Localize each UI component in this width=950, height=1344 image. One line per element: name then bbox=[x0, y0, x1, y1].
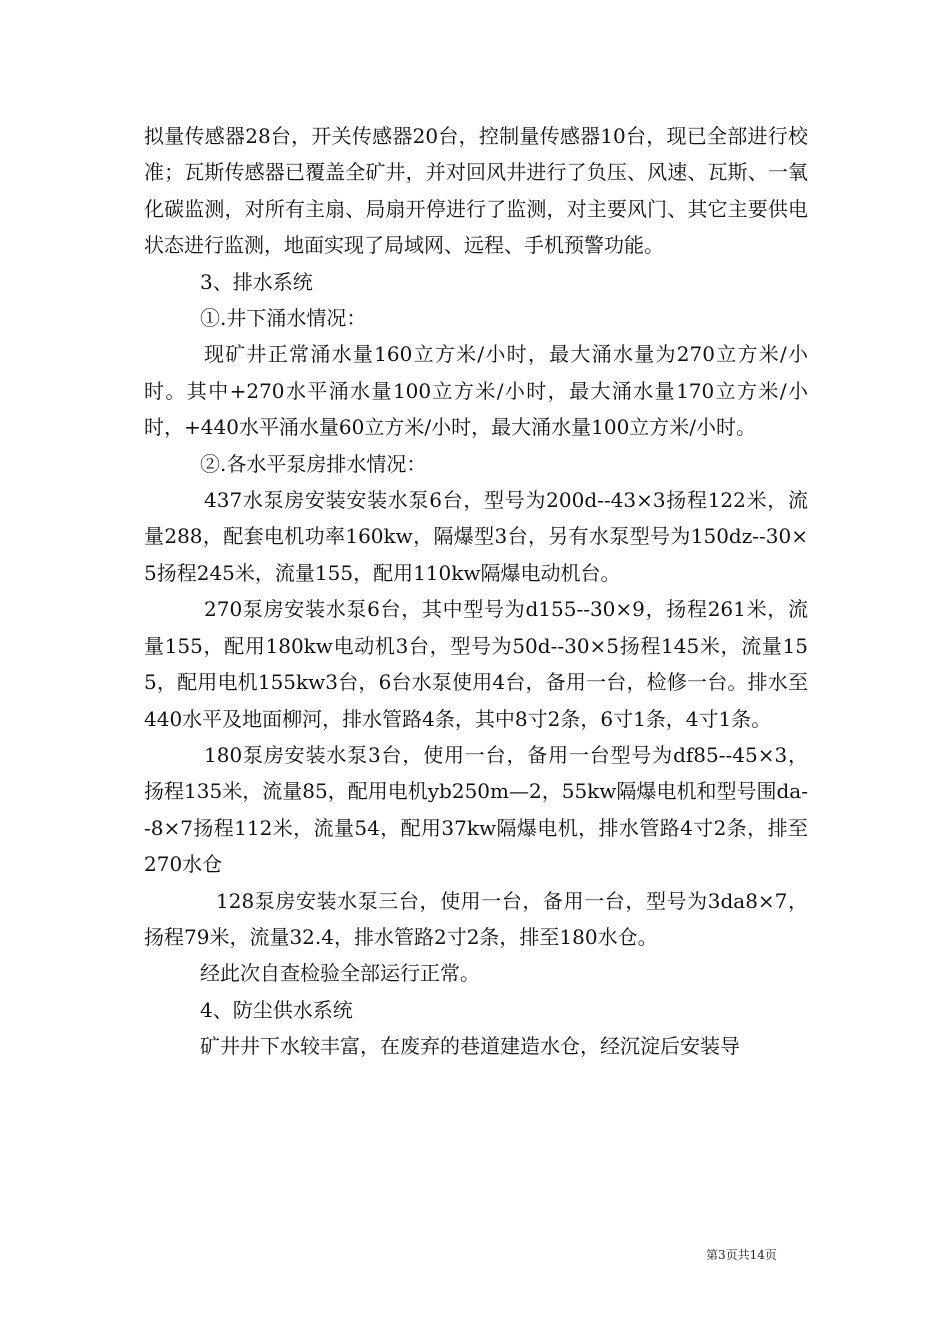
page-number-footer: 第3页共14页 bbox=[706, 1248, 777, 1262]
paragraph-water-inflow: 现矿井正常涌水量160立方米/小时，最大涌水量为270立方米/小时。其中+270水平涌水量100立方米/小时，最大涌水量170立方米/小时，+440水平涌水量60立方米/小时，最大涌水量100立方米/小时。 bbox=[144, 342, 808, 440]
heading-dust-water-supply: 4、防尘供水系统 bbox=[200, 997, 353, 1022]
paragraph-pump-room-180: 180泵房安装水泵3台，使用一台，备用一台型号为df85--45×3，扬程135米，流量85，配用电机yb250m—2，55kw隔爆电机和型号围da--8×7扬程112米，流量54，配用37kw隔爆电机，排水管路4寸2条，排至270水仓 bbox=[144, 742, 808, 877]
paragraph-pump-room-437: 437水泵房安装安装水泵6台，型号为200d--43×3扬程122米，流量288，配套电机功率160kw，隔爆型3台，另有水泵型号为150dz--30×5扬程245米，流量155，配用110kw隔爆电动机台。 bbox=[144, 488, 808, 585]
paragraph-pump-room-128: 128泵房安装水泵三台，使用一台，备用一台，型号为3da8×7，扬程79米，流量32.4，排水管路2寸2条，排至180水仓。 bbox=[144, 888, 808, 949]
subheading-water-inflow: ①.井下涌水情况： bbox=[200, 306, 367, 331]
subheading-pump-rooms: ②.各水平泵房排水情况： bbox=[200, 451, 427, 476]
document-body bbox=[144, 118, 808, 1065]
paragraph-sensors: 拟量传感器28台，开关传感器20台，控制量传感器10台，现已全部进行校准；瓦斯传感器已覆盖全矿井，并对回风井进行了负压、风速、瓦斯、一氧化碳监测，对所有主扇、局扇开停进行了监测，对主要风门、其它主要供电状态进行监测，地面实现了局域网、远程、手机预警功能。 bbox=[144, 124, 808, 258]
heading-drainage-system: 3、排水系统 bbox=[200, 269, 313, 294]
paragraph-dust-water-supply: 矿井井下水较丰富，在废弃的巷道建造水仓，经沉淀后安装导 bbox=[200, 1034, 740, 1059]
paragraph-pump-room-270: 270泵房安装水泵6台，其中型号为d155--30×9，扬程261米，流量155，配用180kw电动机3台，型号为50d--30×5扬程145米，流量155，配用电机155kw3台，6台水泵使用4台，备用一台，检修一台。排水至440水平及地面柳河，排水管路4条，其中8寸2条，6寸1条，4寸1条。 bbox=[144, 597, 808, 731]
paragraph-inspection-result: 经此次自查检验全部运行正常。 bbox=[200, 961, 480, 986]
